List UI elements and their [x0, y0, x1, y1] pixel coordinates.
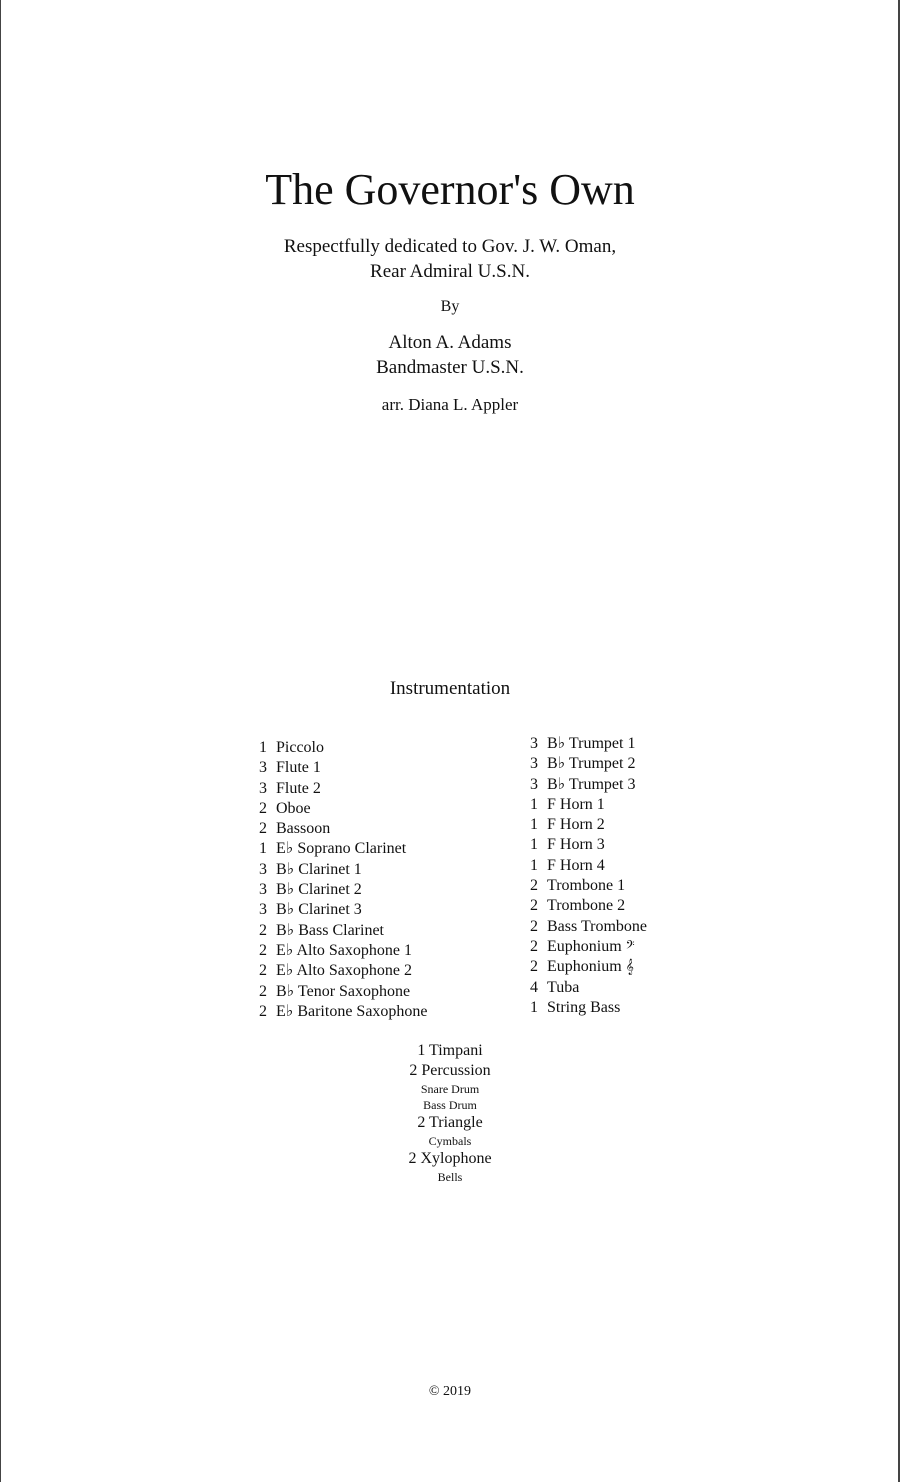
instrument-quantity: 3 — [530, 755, 538, 773]
instrument-name: E♭ Alto Saxophone 1 — [276, 941, 412, 959]
instrument-row — [530, 937, 647, 957]
instrument-quantity: 2 — [259, 820, 267, 838]
instrument-quantity: 2 — [530, 897, 538, 915]
instrument-row — [259, 880, 428, 900]
instrument-quantity: 2 — [259, 1002, 267, 1020]
instrument-row — [530, 754, 647, 774]
instrument-row — [530, 815, 647, 835]
instrument-row — [259, 982, 428, 1002]
instrument-name: B♭ Clarinet 3 — [276, 901, 362, 919]
instrument-name: B♭ Tenor Saxophone — [276, 982, 411, 1000]
instrument-row — [530, 734, 647, 754]
instrument-row — [259, 961, 428, 981]
instrument-row — [530, 998, 647, 1018]
instrument-quantity: 2 — [530, 877, 538, 895]
instrument-quantity: 3 — [259, 860, 267, 878]
instrument-row — [530, 978, 647, 998]
instrument-row — [530, 835, 647, 855]
instrument-quantity: 1 — [259, 739, 267, 756]
instrument-name: F Horn 3 — [547, 836, 605, 854]
composer-name: Alton A. Adams — [388, 332, 512, 353]
instrument-name: E♭ Soprano Clarinet — [276, 840, 407, 858]
instrument-name: Bass Trombone — [547, 917, 648, 935]
composer — [0, 330, 900, 380]
instrument-quantity: 2 — [259, 982, 267, 1000]
instrument-quantity: 1 — [530, 836, 538, 854]
instrument-name: Piccolo — [276, 739, 324, 756]
instrument-row — [259, 799, 428, 819]
instrument-row — [259, 921, 428, 941]
instrument-quantity: 1 — [530, 998, 538, 1016]
instrument-row — [530, 775, 647, 795]
brass-list — [530, 734, 647, 1018]
instrument-quantity: 2 — [259, 921, 267, 939]
percussion-item: 2 Percussion — [409, 1062, 491, 1079]
instrument-name: F Horn 2 — [547, 816, 605, 834]
percussion-sub-item: Cymbals — [428, 1134, 472, 1148]
instrument-name: B♭ Trumpet 3 — [547, 775, 636, 793]
instrument-quantity: 3 — [530, 775, 538, 793]
instrument-row — [259, 758, 428, 778]
arranger: arr. Diana L. Appler — [381, 395, 519, 414]
instrument-name: B♭ Bass Clarinet — [276, 921, 384, 939]
composer-title: Bandmaster U.S.N. — [376, 357, 524, 378]
instrumentation-heading: Instrumentation — [389, 678, 511, 699]
by-label: By — [440, 298, 460, 315]
instrument-name: B♭ Clarinet 2 — [276, 881, 362, 899]
instrument-name: F Horn 4 — [547, 856, 605, 874]
instrument-row — [530, 957, 647, 977]
instrument-row — [259, 941, 428, 961]
percussion-sub-item: Snare Drum — [420, 1082, 480, 1096]
instrument-row — [259, 1002, 428, 1022]
instrument-quantity: 1 — [259, 840, 267, 858]
instrument-name: F Horn 1 — [547, 795, 605, 813]
instrument-row — [259, 839, 428, 859]
instrument-name: Tuba — [547, 978, 580, 996]
instrument-quantity: 2 — [530, 958, 538, 976]
instrument-row — [259, 738, 428, 758]
instrument-name: Trombone 1 — [547, 877, 626, 895]
percussion-item: 2 Xylophone — [408, 1150, 492, 1167]
percussion-sub-item: Bass Drum — [423, 1098, 477, 1112]
instrument-row — [530, 896, 647, 916]
dedication — [0, 234, 900, 284]
instrument-row — [259, 900, 428, 920]
instrument-quantity: 2 — [259, 941, 267, 959]
instrument-quantity: 4 — [530, 978, 538, 996]
page-border-left — [0, 0, 1, 1482]
instrument-name: E♭ Alto Saxophone 2 — [276, 962, 412, 980]
bass-clef-icon: 𝄢 — [625, 938, 635, 955]
instrument-quantity: 2 — [259, 962, 267, 980]
instrument-name: Flute 2 — [276, 779, 321, 797]
instrument-quantity: 3 — [259, 779, 267, 797]
instrument-quantity: 3 — [259, 759, 267, 777]
percussion-item: 2 Triangle — [417, 1114, 483, 1131]
instrument-name: Euphonium — [547, 937, 622, 955]
instrument-quantity: 2 — [530, 937, 538, 955]
instrument-name: Euphonium — [547, 958, 622, 976]
percussion-item: 1 Timpani — [417, 1042, 483, 1059]
instrument-quantity: 3 — [259, 901, 267, 919]
instrument-name: B♭ Trumpet 2 — [547, 755, 636, 773]
percussion-sub-item: Bells — [437, 1170, 463, 1184]
instrument-row — [530, 856, 647, 876]
instrument-quantity: 2 — [259, 799, 267, 817]
instrument-name: Oboe — [276, 799, 311, 817]
instrument-row — [259, 860, 428, 880]
instrument-name: B♭ Trumpet 1 — [547, 735, 636, 752]
instrument-name: String Bass — [547, 998, 621, 1016]
instrument-quantity: 1 — [530, 795, 538, 813]
instrument-name: Flute 1 — [276, 759, 321, 777]
instrument-row — [530, 917, 647, 937]
page-title: The Governor's Own — [265, 165, 635, 214]
instrument-quantity: 1 — [530, 816, 538, 834]
woodwinds-list — [259, 738, 428, 1022]
percussion-list — [0, 1041, 900, 1185]
instrument-quantity: 1 — [530, 856, 538, 874]
dedication-line-1: Respectfully dedicated to Gov. J. W. Oman, — [283, 236, 617, 257]
instrument-quantity: 3 — [530, 735, 538, 752]
instrument-name: B♭ Clarinet 1 — [276, 860, 362, 878]
copyright: © 2019 — [428, 1384, 472, 1399]
instrument-row — [259, 819, 428, 839]
dedication-line-2: Rear Admiral U.S.N. — [370, 261, 530, 282]
instrument-row — [259, 779, 428, 799]
instrument-quantity: 3 — [259, 881, 267, 899]
instrument-name: Bassoon — [276, 820, 331, 838]
instrument-name: E♭ Baritone Saxophone — [276, 1002, 428, 1020]
instrument-quantity: 2 — [530, 917, 538, 935]
instrument-row — [530, 795, 647, 815]
treble-clef-icon: 𝄞 — [625, 959, 634, 976]
instrument-name: Trombone 2 — [547, 897, 626, 915]
instrument-row — [530, 876, 647, 896]
